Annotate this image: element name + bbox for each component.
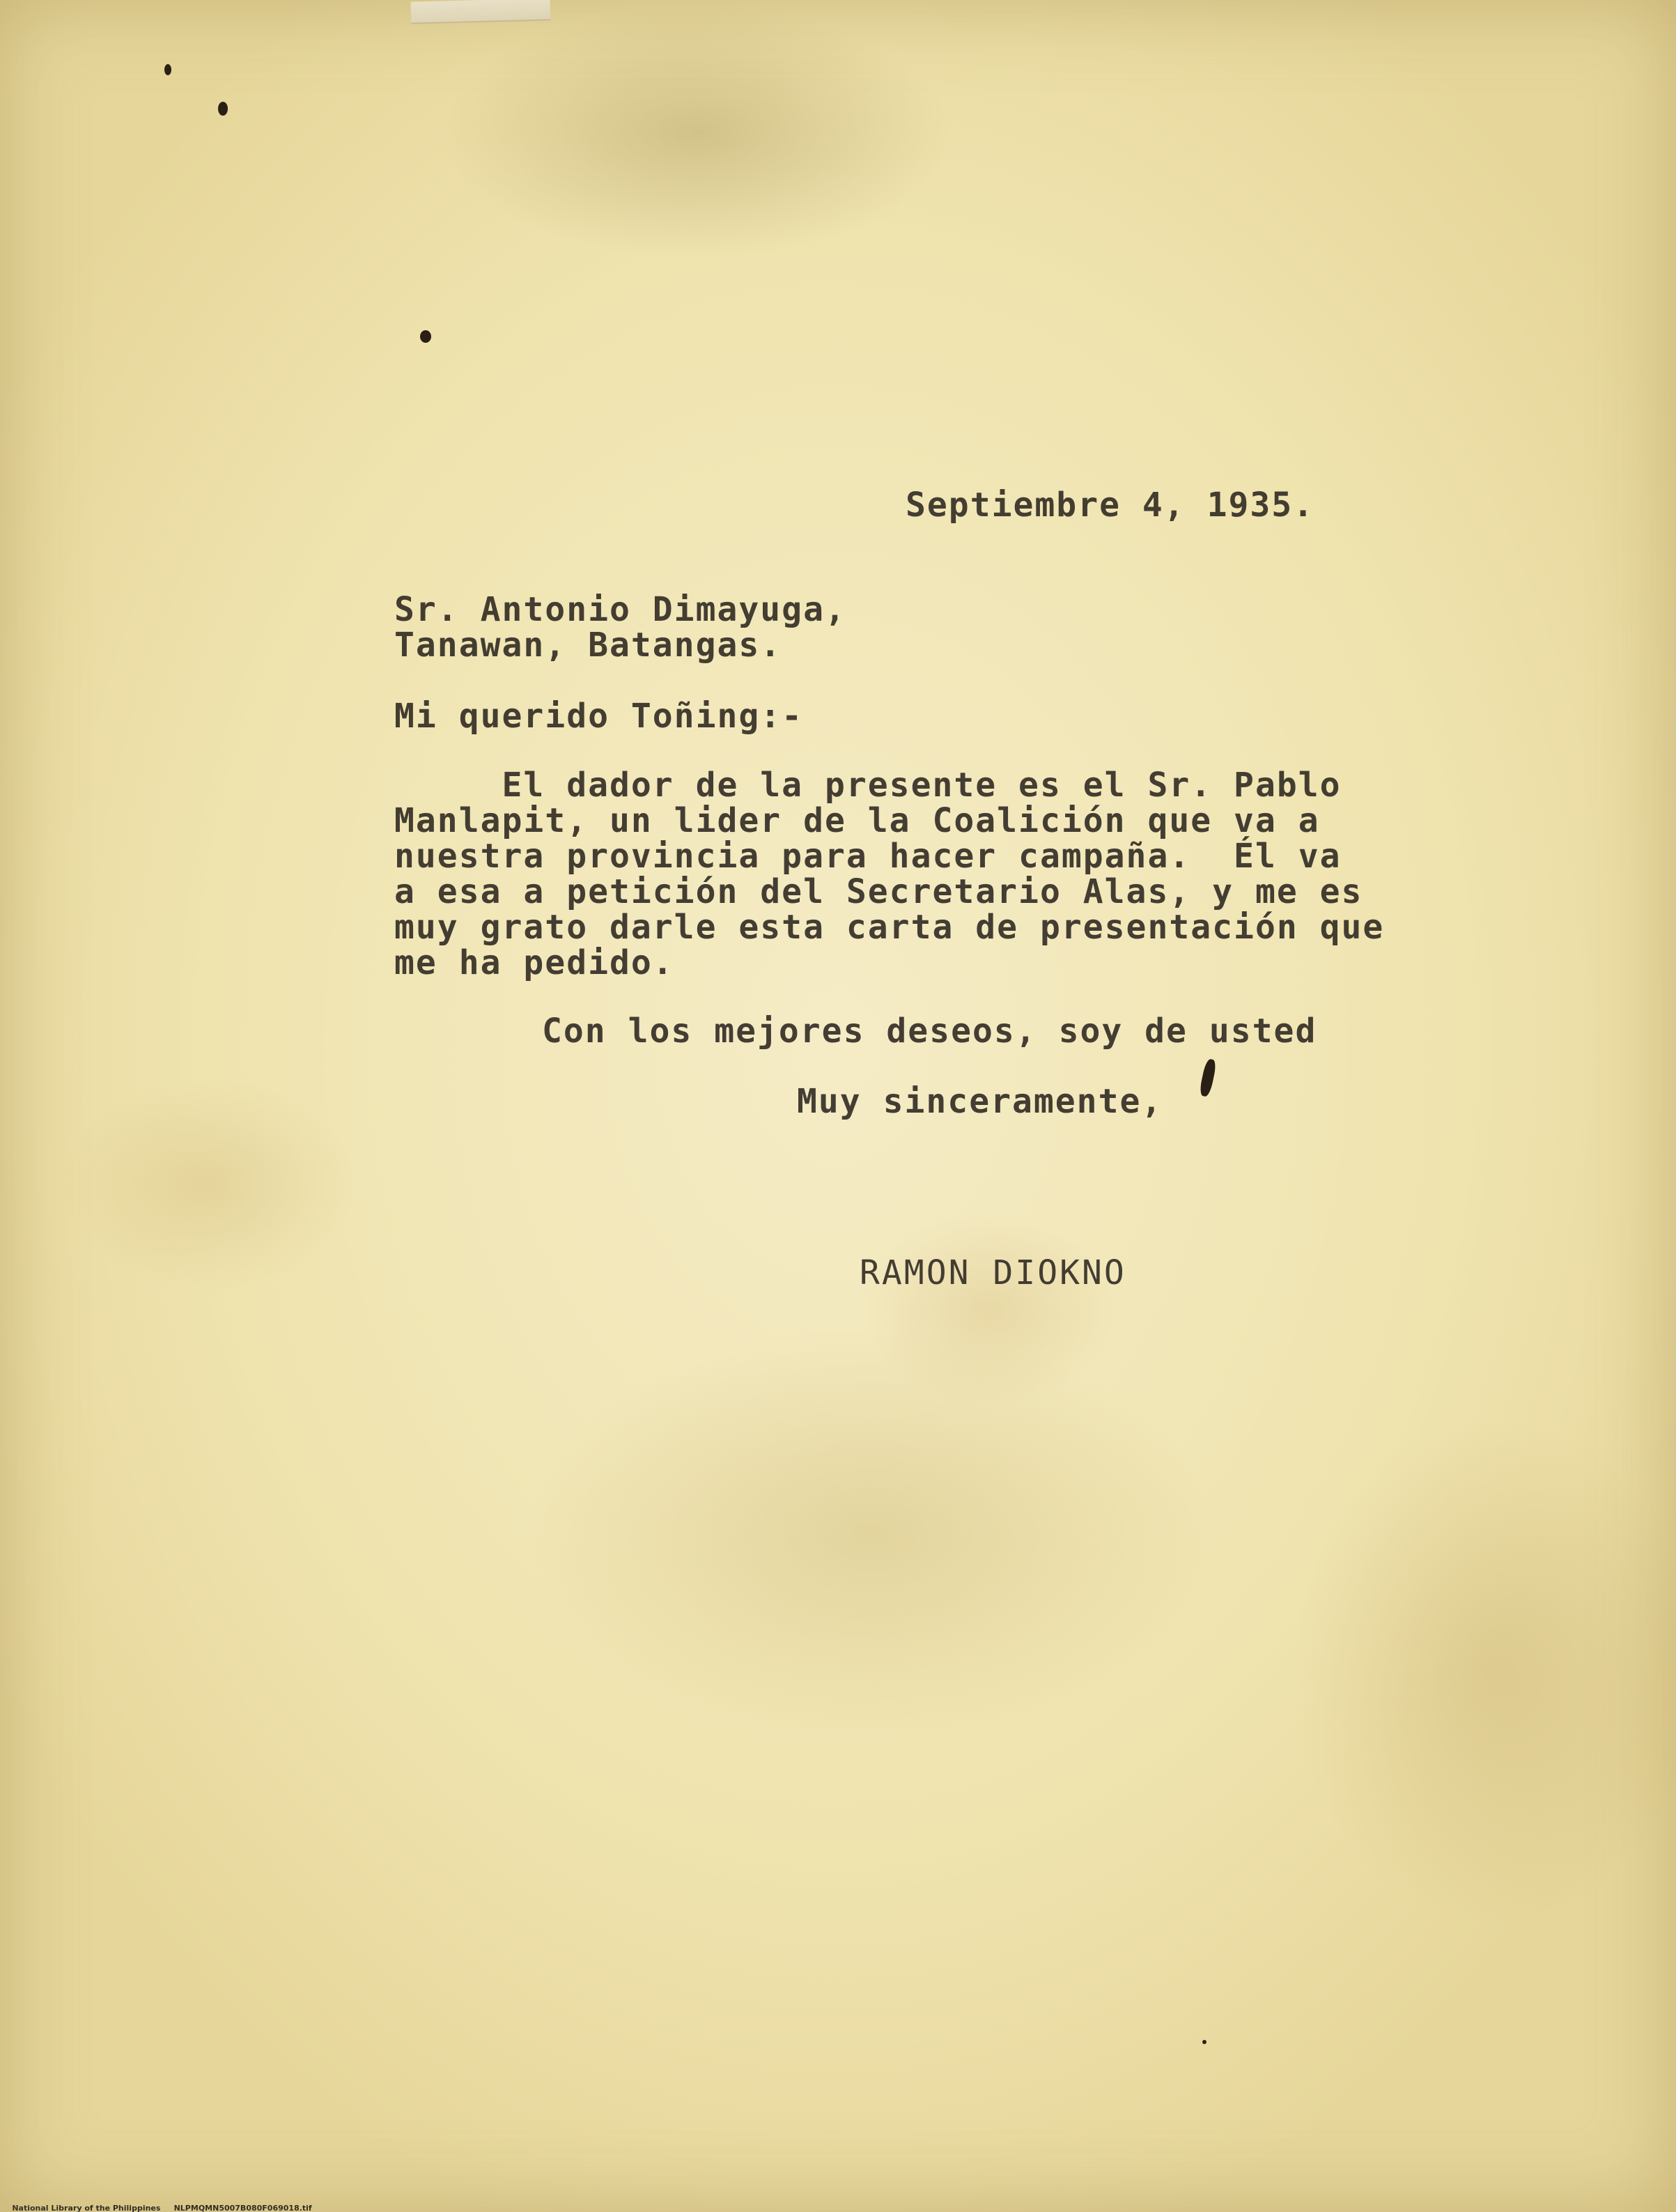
scan-footer [1,2195,312,2212]
body-line: muy grato darle esta carta de presentación que [394,908,1385,947]
body-line: me ha pedido. [394,943,674,982]
recipient-place: Tanawan, Batangas. [394,626,782,665]
body-line: nuestra provincia para hacer campaña. Él va [394,837,1342,876]
body-line: Manlapit, un lider de la Coalición que va a [394,801,1320,840]
ink-spot [218,102,228,116]
footer-institution: National Library of the Philippines [12,2204,161,2212]
footer-filename: NLPMQMN5007B080F069018.tif [173,2204,312,2212]
closing-line: Con los mejores deseos, soy de usted [542,1012,1317,1051]
ink-spot [1199,1058,1218,1097]
valediction: Muy sinceramente, [797,1082,1163,1121]
body-line: a esa a petición del Secretario Alas, y me es [394,872,1363,911]
tape-strip [411,0,551,24]
signatory-name: RAMON DIOKNO [860,1253,1126,1292]
ink-spot [164,64,171,75]
ink-spot [420,330,431,343]
letter-date: Septiembre 4, 1935. [906,486,1315,525]
recipient-name: Sr. Antonio Dimayuga, [394,590,846,629]
salutation: Mi querido Toñing:- [394,697,804,736]
body-line: El dador de la presente es el Sr. Pablo [394,766,1342,805]
ink-spot [1202,2040,1206,2044]
